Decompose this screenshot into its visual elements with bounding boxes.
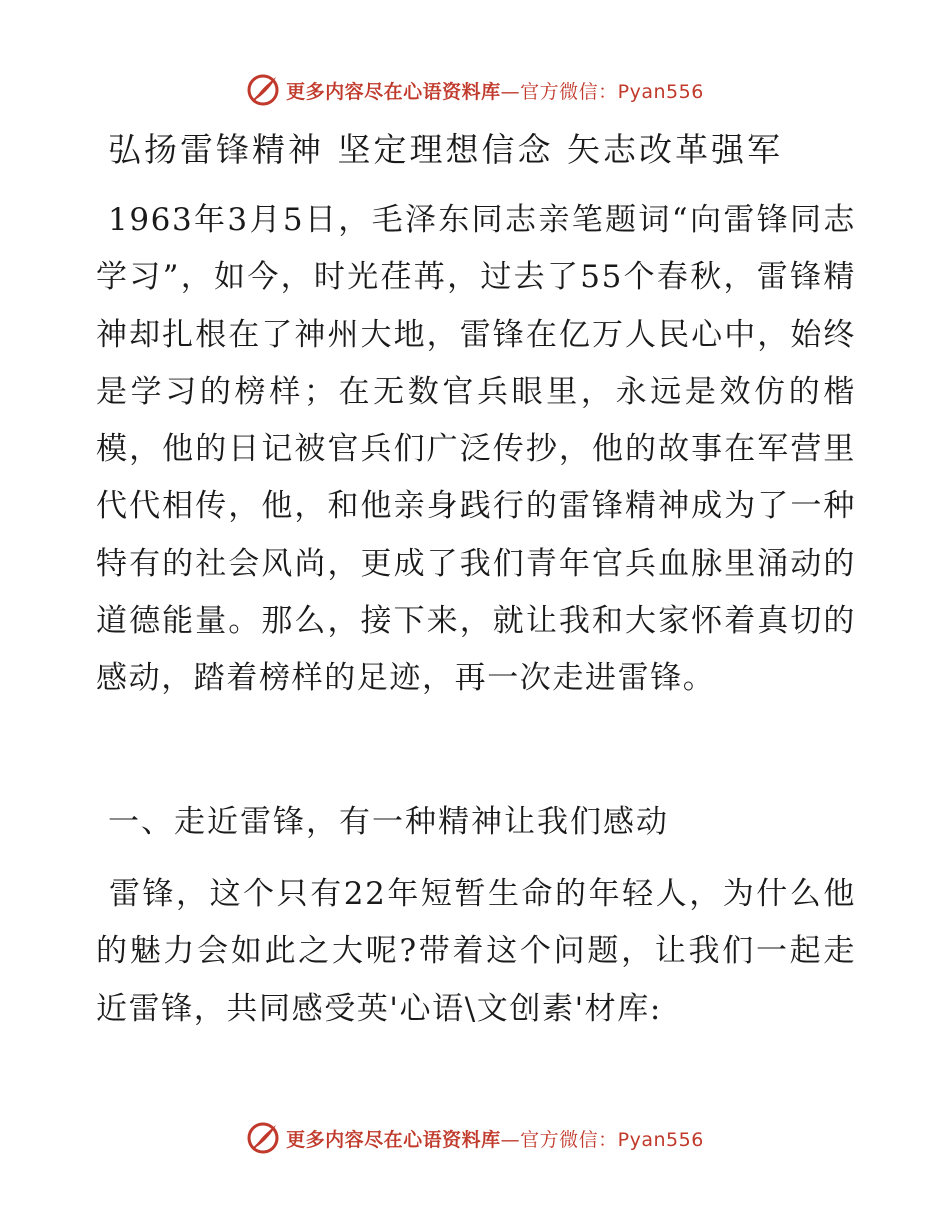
footer-watermark-banner — [0, 1118, 950, 1158]
intro-paragraph — [96, 192, 856, 708]
section-paragraph — [96, 866, 856, 1038]
section-heading: 一、走近雷锋，有一种精神让我们感动 — [108, 804, 669, 840]
watermark-brand: 更多内容尽在心语资料库 — [286, 1128, 501, 1151]
watermark-separator: — — [500, 1128, 521, 1151]
intro-paragraph-text: 1963年3月5日，毛泽东同志亲笔题词“向雷锋同志学习”，如今，时光荏苒，过去了55个春秋，雷锋精神却扎根在了神州大地，雷锋在亿万人民心中，始终是学习的榜样；在无数官兵眼里，永远是效仿的楷模，他的日记被官兵们广泛传抄，他的故事在军营里代代相传，他，和他亲身践行的雷锋精神成为了一种特有的社会风尚，更成了我们青年官兵血脉里涌动的道德能量。那么，接下来，就让我和大家怀着真切的感动，踏着榜样的足迹，再一次走进雷锋。 — [96, 202, 856, 697]
section-paragraph-text: 雷锋，这个只有22年短暂生命的年轻人，为什么他的魅力会如此之大呢?带着这个问题，让我们一起走近雷锋，共同感受英'心语\文创素'材库: — [96, 876, 856, 1027]
header-watermark-banner — [0, 70, 950, 110]
watermark-wechat: 官方微信：Pyan556 — [520, 1128, 704, 1151]
quill-logo-icon — [246, 1121, 280, 1155]
quill-logo-icon — [246, 73, 280, 107]
watermark-separator: — — [500, 80, 521, 103]
document-title: 弘扬雷锋精神 坚定理想信念 矢志改革强军 — [108, 130, 783, 169]
watermark-wechat: 官方微信：Pyan556 — [520, 80, 704, 103]
watermark-brand: 更多内容尽在心语资料库 — [286, 80, 501, 103]
watermark-text — [286, 1125, 704, 1152]
watermark-text — [286, 77, 704, 104]
